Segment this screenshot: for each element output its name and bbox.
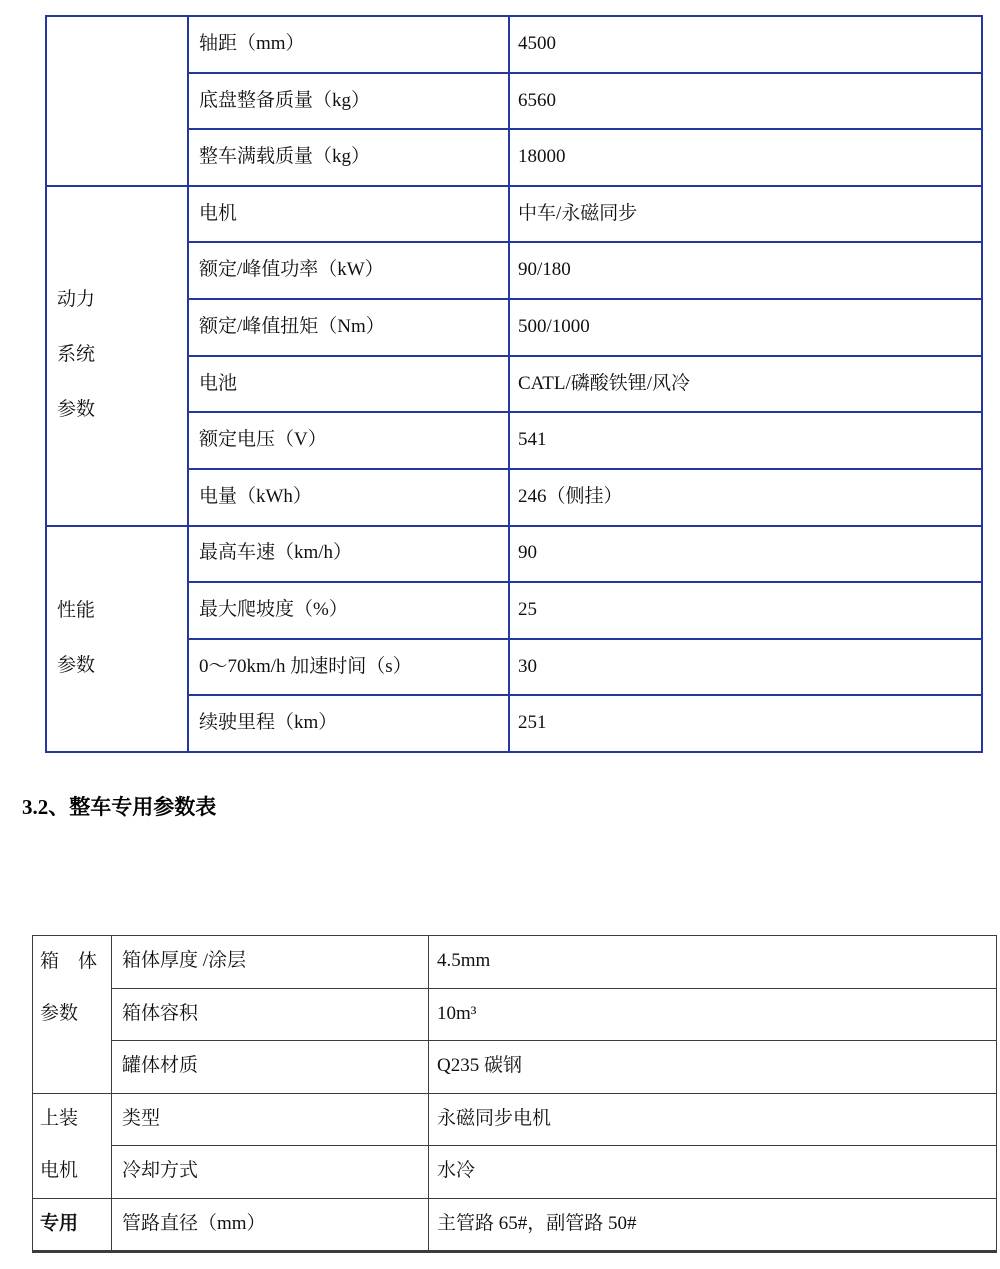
- param-value-cell: 10m³: [429, 989, 996, 1041]
- category-cell: [47, 17, 187, 185]
- param-value-cell: 246（侧挂）: [510, 470, 981, 525]
- param-label-cell: 冷却方式: [112, 1146, 428, 1198]
- param-value-cell: 90: [510, 527, 981, 582]
- category-cell: [33, 936, 111, 1093]
- param-label-cell: 箱体厚度 /涂层: [112, 936, 428, 988]
- param-value-cell: 中车/永磁同步: [510, 187, 981, 242]
- param-value-cell: 541: [510, 413, 981, 468]
- category-line: 专用: [40, 1213, 79, 1235]
- param-label-cell: 箱体容积: [112, 989, 428, 1041]
- param-value-cell: CATL/磷酸铁锂/风冷: [510, 357, 981, 412]
- category-cell: [33, 1094, 111, 1198]
- category-line: 系统: [57, 344, 96, 366]
- category-line: 动力: [57, 289, 96, 311]
- param-label-cell: 电机: [189, 187, 508, 242]
- param-value-cell: 4.5mm: [429, 936, 996, 988]
- vehicle-general-params-table: [45, 15, 983, 753]
- param-value-cell: 6560: [510, 74, 981, 129]
- param-label-cell: 底盘整备质量（kg）: [189, 74, 508, 129]
- category-line: 性能: [57, 599, 96, 621]
- param-label-cell: 整车满载质量（kg）: [189, 130, 508, 185]
- category-line: 箱 体: [40, 950, 98, 972]
- category-line: 参数: [57, 399, 96, 421]
- param-label-cell: 续驶里程（km）: [189, 696, 508, 751]
- param-label-cell: 罐体材质: [112, 1041, 428, 1093]
- param-label-cell: 轴距（mm）: [189, 17, 508, 72]
- param-value-cell: Q235 碳钢: [429, 1041, 996, 1093]
- param-value-cell: 18000: [510, 130, 981, 185]
- param-value-cell: 主管路 65#，副管路 50#: [429, 1199, 996, 1251]
- category-line: 上装: [40, 1108, 79, 1130]
- param-label-cell: 电池: [189, 357, 508, 412]
- vehicle-special-params-table: [32, 935, 997, 1253]
- param-value-cell: 4500: [510, 17, 981, 72]
- section-heading: 3.2、整车专用参数表: [22, 795, 217, 819]
- param-label-cell: 额定电压（V）: [189, 413, 508, 468]
- param-value-cell: 30: [510, 640, 981, 695]
- param-value-cell: 90/180: [510, 243, 981, 298]
- param-label-cell: 最高车速（km/h）: [189, 527, 508, 582]
- param-label-cell: 类型: [112, 1094, 428, 1146]
- param-value-cell: 水冷: [429, 1146, 996, 1198]
- param-label-cell: 额定/峰值扭矩（Nm）: [189, 300, 508, 355]
- param-label-cell: 额定/峰值功率（kW）: [189, 243, 508, 298]
- category-line: 参数: [57, 654, 96, 676]
- category-line: 参数: [40, 1002, 79, 1024]
- param-label-cell: 电量（kWh）: [189, 470, 508, 525]
- param-label-cell: 管路直径（mm）: [112, 1199, 428, 1251]
- param-value-cell: 500/1000: [510, 300, 981, 355]
- param-label-cell: 最大爬坡度（%）: [189, 583, 508, 638]
- category-cell: [47, 187, 187, 525]
- param-value-cell: 永磁同步电机: [429, 1094, 996, 1146]
- param-label-cell: 0～70km/h 加速时间（s）: [189, 640, 508, 695]
- category-cell: [33, 1199, 111, 1251]
- category-line: 电机: [40, 1160, 79, 1182]
- param-value-cell: 251: [510, 696, 981, 751]
- category-cell: [47, 527, 187, 751]
- param-value-cell: 25: [510, 583, 981, 638]
